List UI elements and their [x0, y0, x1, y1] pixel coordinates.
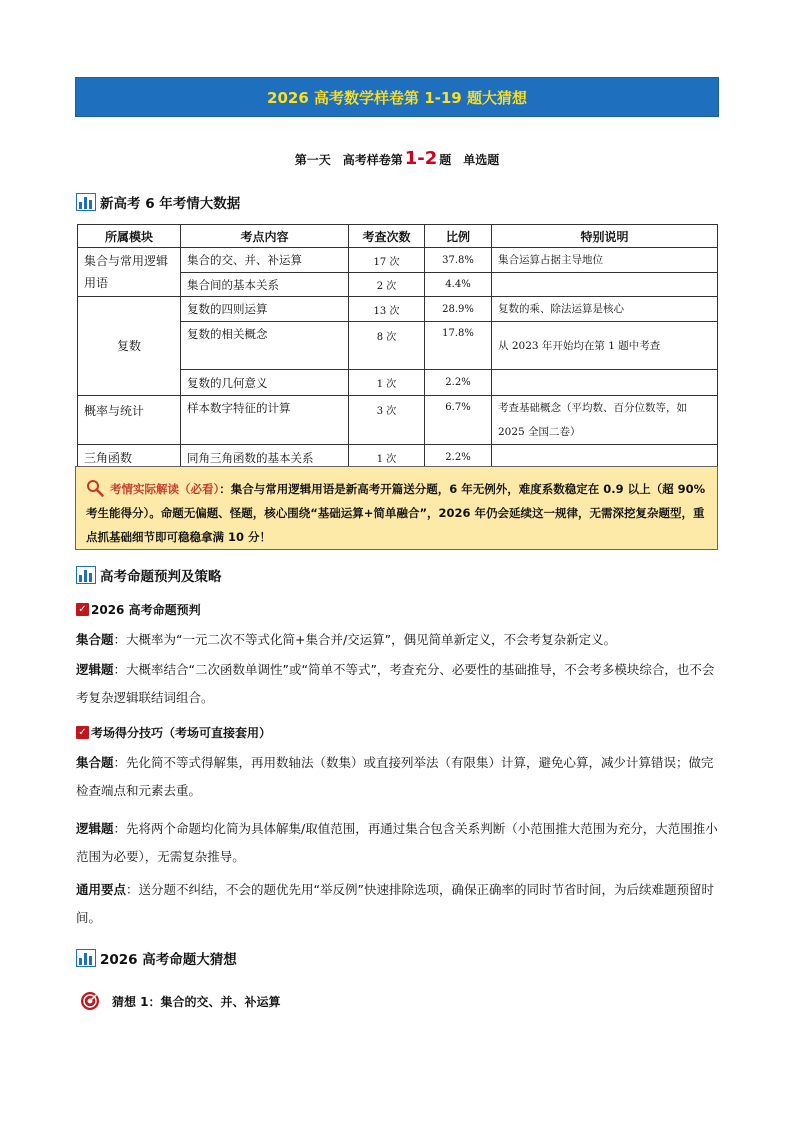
item-text: ：送分题不纠结，不会的题优先用“举反例”快速排除选项，确保正确率的同时节省时间，为后续难题预留时间。 [76, 882, 714, 925]
column-header: 特别说明 [492, 225, 718, 248]
checkmark-icon: ✓ [76, 726, 89, 739]
module-cell: 集合与常用逻辑用语 [78, 248, 181, 297]
count-cell: 13 次 [349, 297, 425, 322]
point-cell: 同角三角函数的基本关系 [181, 445, 349, 471]
section-heading-strategy [76, 565, 222, 585]
note-cell [492, 370, 718, 396]
ratio-cell: 17.8% [425, 322, 492, 370]
subtitle-number: 1-2 [404, 148, 438, 169]
point-cell: 复数的相关概念 [181, 322, 349, 370]
count-cell: 1 次 [349, 370, 425, 396]
count-cell: 1 次 [349, 445, 425, 471]
item-label: 逻辑题 [76, 821, 114, 836]
count-cell: 3 次 [349, 396, 425, 445]
point-cell: 集合的交、并、补运算 [181, 248, 349, 273]
item-text: ：先化简不等式得解集，再用数轴法（数集）或直接列举法（有限集）计算，避免心算，减少计算错误；做完检查端点和元素去重。 [76, 755, 714, 798]
section-title: 新高考 6 年考情大数据 [100, 196, 241, 212]
module-cell: 三角函数 [78, 445, 181, 471]
item-text: ：大概率为“一元二次不等式化简+集合并/交运算”，偶见简单新定义，不会考复杂新定义。 [113, 632, 617, 647]
item-label: 集合题 [76, 755, 114, 770]
checkmark-icon: ✓ [76, 603, 89, 616]
column-header: 考点内容 [181, 225, 349, 248]
magnifier-icon [86, 479, 104, 497]
section-heading-stats [76, 192, 240, 212]
note-cell: 考查基础概念（平均数、百分位数等，如 2025 全国二卷） [492, 396, 718, 445]
note-cell: 从 2023 年开始均在第 1 题中考查 [492, 322, 718, 370]
item-text: ：大概率结合“二次函数单调性”或“简单不等式”，考查充分、必要性的基础推导，不会考多模块综合，也不会考复杂逻辑联结词组合。 [76, 662, 715, 705]
guess-title: 猜想 1：集合的交、并、补运算 [112, 994, 281, 1009]
count-cell: 2 次 [349, 273, 425, 297]
count-cell: 17 次 [349, 248, 425, 273]
count-cell: 8 次 [349, 322, 425, 370]
guess-item [80, 991, 281, 1011]
section-title: 高考命题预判及策略 [100, 569, 222, 585]
prediction-logic-paragraph [76, 656, 720, 712]
tips-heading [76, 724, 271, 741]
prediction-set-paragraph [76, 626, 720, 654]
table-header-row [78, 225, 718, 248]
module-cell: 复数 [78, 297, 181, 396]
column-header: 比例 [425, 225, 492, 248]
page-banner: 2026 高考数学样卷第 1-19 题大猜想 [75, 77, 719, 117]
ratio-cell: 4.4% [425, 273, 492, 297]
note-cell [492, 273, 718, 297]
callout-text: ：集合与常用逻辑用语是新高考开篇送分题，6 年无例外，难度系数稳定在 0.9 以上（超 90%考生能得分）。命题无偏题、怪题，核心围绕“基础运算+简单融合”，2026 年仍会延续这一规律，无需深挖复杂题型，重点抓基础细节即可稳稳拿满 10 分！ [86, 482, 706, 544]
prediction-heading [76, 601, 201, 618]
ratio-cell: 28.9% [425, 297, 492, 322]
tips-set-paragraph [76, 749, 720, 805]
column-header: 所属模块 [78, 225, 181, 248]
table-row [78, 396, 718, 445]
subtitle-pre: 第一天 高考样卷第 [294, 153, 403, 167]
subtitle-post: 题 单选题 [439, 153, 500, 167]
tips-general-paragraph [76, 876, 720, 932]
tips-title: 考场得分技巧（考场可直接套用） [91, 726, 272, 740]
bar-chart-icon [76, 566, 96, 584]
column-header: 考查次数 [349, 225, 425, 248]
section-heading-guesses [76, 948, 237, 968]
bar-chart-icon [76, 193, 96, 211]
note-cell: 集合运算占据主导地位 [492, 248, 718, 273]
ratio-cell: 2.2% [425, 445, 492, 471]
ratio-cell: 37.8% [425, 248, 492, 273]
day-subtitle [0, 148, 794, 169]
exam-analysis-callout [75, 466, 718, 550]
item-label: 通用要点 [76, 882, 127, 897]
point-cell: 集合间的基本关系 [181, 273, 349, 297]
item-label: 逻辑题 [76, 662, 114, 677]
bar-chart-icon [76, 949, 96, 967]
tips-logic-paragraph [76, 815, 720, 871]
ratio-cell: 6.7% [425, 396, 492, 445]
ratio-cell: 2.2% [425, 370, 492, 396]
point-cell: 复数的几何意义 [181, 370, 349, 396]
target-icon [80, 991, 100, 1011]
section-title: 2026 高考命题大猜想 [100, 952, 237, 968]
item-label: 集合题 [76, 632, 114, 647]
module-cell: 概率与统计 [78, 396, 181, 445]
exam-stats-table [77, 224, 718, 471]
point-cell: 复数的四则运算 [181, 297, 349, 322]
prediction-title: 2026 高考命题预判 [91, 603, 201, 617]
point-cell: 样本数字特征的计算 [181, 396, 349, 445]
callout-lead: 考情实际解读（必看） [110, 482, 220, 496]
table-row [78, 297, 718, 322]
table-row [78, 248, 718, 273]
item-text: ：先将两个命题均化简为具体解集/取值范围，再通过集合包含关系判断（小范围推大范围为充分，大范围推小范围为必要），无需复杂推导。 [76, 821, 718, 864]
note-cell: 复数的乘、除法运算是核心 [492, 297, 718, 322]
